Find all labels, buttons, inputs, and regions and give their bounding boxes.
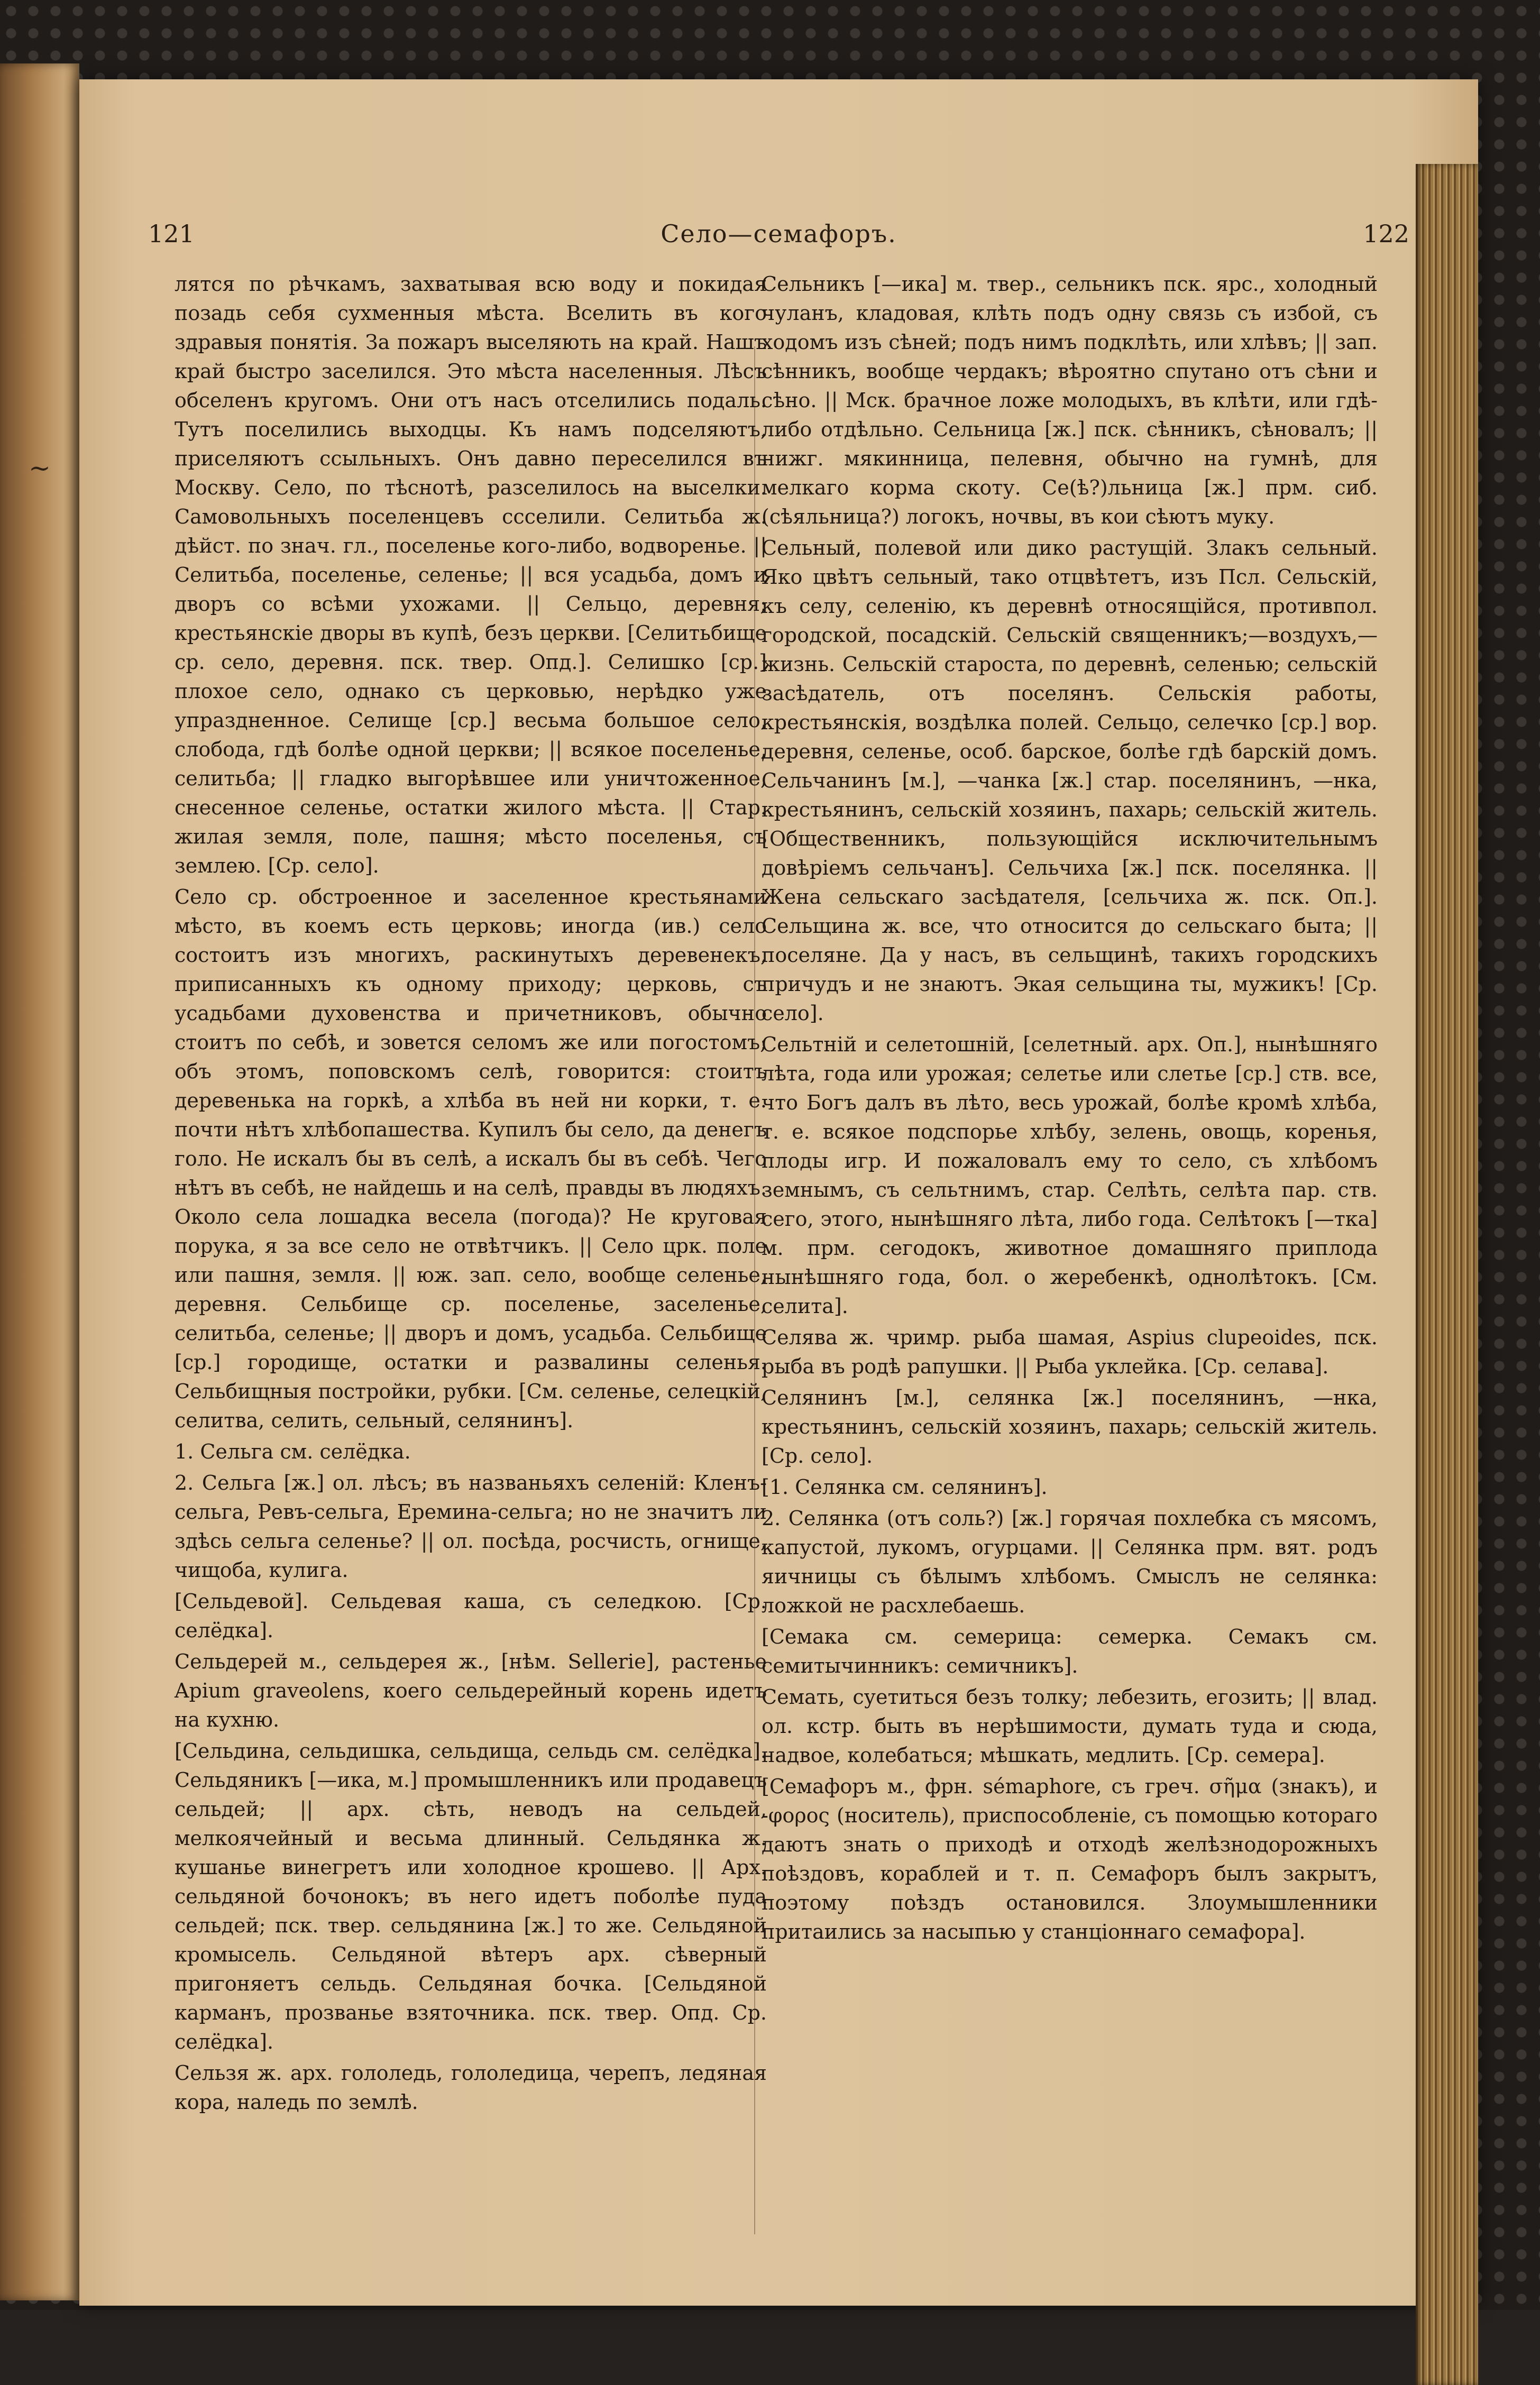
entry-seldevoy: [Сельдевой]. Сельдевая каша, съ селедкою. [Ср. селёдка]. bbox=[175, 1590, 767, 1642]
page-gilt-edge bbox=[1416, 164, 1478, 2385]
dictionary-page bbox=[79, 79, 1478, 2306]
entry-selyanka-1: [1. Селянка см. селянинъ]. bbox=[762, 1475, 1048, 1499]
previous-page-edge bbox=[0, 63, 79, 2300]
left-column bbox=[175, 270, 767, 2119]
entry-selga-1: 1. Сельга см. селёдка. bbox=[175, 1440, 411, 1463]
entry-selderey: Сельдерей м., сельдерея ж., [нѣм. Sellerie], растенье Apium graveolens, коего сельдерейный корень идетъ на кухню. bbox=[175, 1650, 767, 1731]
entry-paragraph: лятся по рѣчкамъ, захватывая всю воду и покидая позадь себя сухменныя мѣста. Вселить въ кого здравыя понятія. За пожаръ выселяють на край. Нашъ край быстро заселился. Это мѣста населенныя. Лѣсъ обселенъ кругомъ. Они отъ насъ отселились подаль. Тутъ поселились выходцы. Къ намъ подселяютъ, приселяютъ ссыльныхъ. Онъ давно переселился въ Москву. Село, по тѣснотѣ, разселилось на выселки. Самовольныхъ поселенцевъ ссселили. Селитьба ж. дѣйст. по знач. гл., поселенье кого-либо, водворенье. || Селитьба, поселенье, селенье; || вся усадьба, домъ и дворъ со всѣми ухожами. || Сельцо, деревня; крестьянскіе дворы въ купѣ, безъ церкви. [Селитьбище ср. село, деревня. пск. твер. Опд.]. Селишко [ср.] плохое село, однако съ церковью, нерѣдко уже упраздненное. Селище [ср.] весьма большое село, слобода, гдѣ болѣе одной церкви; || всякое поселенье, селитьба; || гладко выгорѣвшее или уничтоженное, снесенное селенье, остатки жилого мѣста. || Стар. жилая земля, поле, пашня; мѣсто поселенья, съ землею. [Ср. село]. bbox=[175, 272, 767, 877]
entry-selyanka-2: 2. Селянка (отъ соль?) [ж.] горячая похлебка съ мясомъ, капустой, лукомъ, огурцами. || Селянка прм. вят. родъ яичницы съ бѣлымъ хлѣбомъ. Смыслъ не селянка: ложкой не расхлебаешь. bbox=[762, 1507, 1378, 1617]
entry-selzya: Сельзя ж. арх. гололедь, гололедица, черепъ, ледяная кора, наледь по землѣ. bbox=[175, 2061, 767, 2114]
previous-page-mark: ~ bbox=[29, 453, 51, 483]
entry-seldina: [Сельдина, сельдишка, сельдища, сельдь см. селёдка]. Сельдяникъ [—ика, м.] промышленникъ или продавецъ сельдей; || арх. сѣть, неводъ на сельдей, мелкоячейный и весьма длинный. Сельдянка ж. кушанье винегретъ или холодное крошево. || Арх. сельдяной бочонокъ; въ него идетъ поболѣе пуда сельдей; пск. твер. сельдянина [ж.] то же. Сельдяной кромысель. Сельдяной вѣтеръ арх. сѣверный пригоняетъ сельдь. Сельдяная бочка. [Сельдяной карманъ, прозванье взяточника. пск. твер. Опд. Ср. селёдка]. bbox=[175, 1739, 767, 2053]
running-header bbox=[148, 219, 1409, 256]
right-column bbox=[762, 270, 1378, 1949]
entry-selyanin: Селянинъ [м.], селянка [ж.] поселянинъ, —нка, крестьянинъ, сельскій хозяинъ, пахарь; сельскій житель. [Ср. село]. bbox=[762, 1386, 1378, 1467]
entry-semafor: [Семафоръ м., фрн. sémaphore, съ греч. σῆμα (знакъ), и -φορος (носитель), приспособленіе, съ помощью котораго даютъ знать о приходѣ и отходѣ желѣзнодорожныхъ поѣздовъ, кораблей и т. п. Семафоръ былъ закрытъ, поэтому поѣздъ остановился. Злоумышленники притаились за насыпью у станціоннаго семафора]. bbox=[762, 1775, 1378, 1943]
right-page-number: 122 bbox=[1363, 219, 1409, 248]
entry-selnik: Сельникъ [—ика] м. твер., сельникъ пск. ярс., холодный чуланъ, кладовая, клѣть подъ одну связь съ избой, съ ходомъ изъ сѣней; подъ нимъ подклѣть, или хлѣвъ; || зап. сѣнникъ, вообще чердакъ; вѣроятно спутано отъ сѣни и сѣно. || Мск. брачное ложе молодыхъ, въ клѣти, или гдѣ-либо отдѣльно. Сельница [ж.] пск. сѣнникъ, сѣновалъ; || нижг. мякинница, пелевня, обычно на гумнѣ, для мелкаго корма скоту. Се(ѣ?)льница [ж.] прм. сиб. (сѣяльница?) логокъ, ночвы, въ кои сѣютъ муку. bbox=[762, 272, 1378, 528]
entry-seltniy: Сельтній и селетошній, [селетный. арх. Оп.], нынѣшняго лѣта, года или урожая; селетье или слетье [ср.] ств. все, что Богъ далъ въ лѣто, весь урожай, болѣе кромѣ хлѣба, т. е. всякое подспорье хлѣбу, зелень, овощь, коренья, плоды игр. И пожаловалъ ему то село, съ хлѣбомъ земнымъ, съ сельтнимъ, стар. Селѣть, селѣта пар. ств. сего, этого, нынѣшняго лѣта, либо года. Селѣтокъ [—тка] м. прм. сегодокъ, животное домашняго приплода нынѣшняго года, бол. о жеребенкѣ, однолѣтокъ. [См. селита]. bbox=[762, 1033, 1378, 1318]
entry-selo: Село ср. обстроенное и заселенное крестьянами мѣсто, въ коемъ есть церковь; иногда (ив.) село состоитъ изъ многихъ, раскинутыхъ деревенекъ, приписанныхъ къ одному приходу; церковь, съ усадьбами духовенства и причетниковъ, обычно стоитъ по себѣ, и зовется селомъ же или погостомъ; объ этомъ, поповскомъ селѣ, говорится: стоитъ деревенька на горкѣ, а хлѣба въ ней ни корки, т. е. почти нѣтъ хлѣбопашества. Купилъ бы село, да денегъ голо. Не искалъ бы въ селѣ, а искалъ бы въ себѣ. Чего нѣтъ въ себѣ, не найдешь и на селѣ, правды въ людяхъ. Около села лошадка весела (погода)? Не круговая порука, я за все село не отвѣтчикъ. || Село црк. поле или пашня, земля. || юж. зап. село, вообще селенье, деревня. Сельбище ср. поселенье, заселенье, селитьба, селенье; || дворъ и домъ, усадьба. Сельбище [ср.] городище, остатки и развалины селенья. Сельбищныя постройки, рубки. [См. селенье, селецкій, селитва, селить, сельный, селянинъ]. bbox=[175, 885, 767, 1432]
entry-selny: Сельный, полевой или дико растущій. Злакъ сельный. Яко цвѣтъ сельный, тако отцвѣтетъ, изъ Псл. Сельскій, къ селу, селенію, къ деревнѣ относящійся, противпол. городской, посадскій. Сельскій священникъ;—воздухъ,—жизнь. Сельскій староста, по деревнѣ, селенью; сельскій засѣдатель, отъ поселянъ. Сельскія работы, крестьянскія, воздѣлка полей. Сельцо, селечко [ср.] вор. деревня, селенье, особ. барское, болѣе гдѣ барскій домъ. Сельчанинъ [м.], —чанка [ж.] стар. поселянинъ, —нка, крестьянинъ, сельскій хозяинъ, пахарь; сельскій житель. [Общественникъ, пользующійся исключительнымъ довѣріемъ сельчанъ]. Сельчиха [ж.] пск. поселянка. || Жена сельскаго засѣдателя, [сельчиха ж. пск. Оп.]. Сельщина ж. все, что относится до сельскаго быта; || поселяне. Да у насъ, въ сельщинѣ, такихъ городскихъ причудъ и не знаютъ. Экая сельщина ты, мужикъ! [Ср. село]. bbox=[762, 536, 1378, 1025]
entry-selga-2: 2. Сельга [ж.] ол. лѣсъ; въ названьяхъ селеній: Кленъ-сельга, Ревъ-сельга, Еремина-сельга; но не значитъ ли здѣсь сельга селенье? || ол. посѣда, росчисть, огнище, чищоба, кулига. bbox=[175, 1471, 767, 1582]
left-page-number: 121 bbox=[148, 219, 195, 248]
page-title: Село—семафоръ. bbox=[661, 219, 897, 248]
entry-selyava: Селява ж. чримр. рыба шамая, Aspius clupeoides, пск. рыба въ родѣ рапушки. || Рыба уклейка. [Ср. селава]. bbox=[762, 1326, 1378, 1378]
entry-semat: Семать, суетиться безъ толку; лебезить, егозить; || влад. ол. кстр. быть въ нерѣшимости, думать туда и сюда, надвое, колебаться; мѣшкать, медлить. [Ср. семера]. bbox=[762, 1685, 1378, 1767]
entry-semaka: [Семака см. семерица: семерка. Семакъ см. семитычинникъ: семичникъ]. bbox=[762, 1625, 1378, 1677]
